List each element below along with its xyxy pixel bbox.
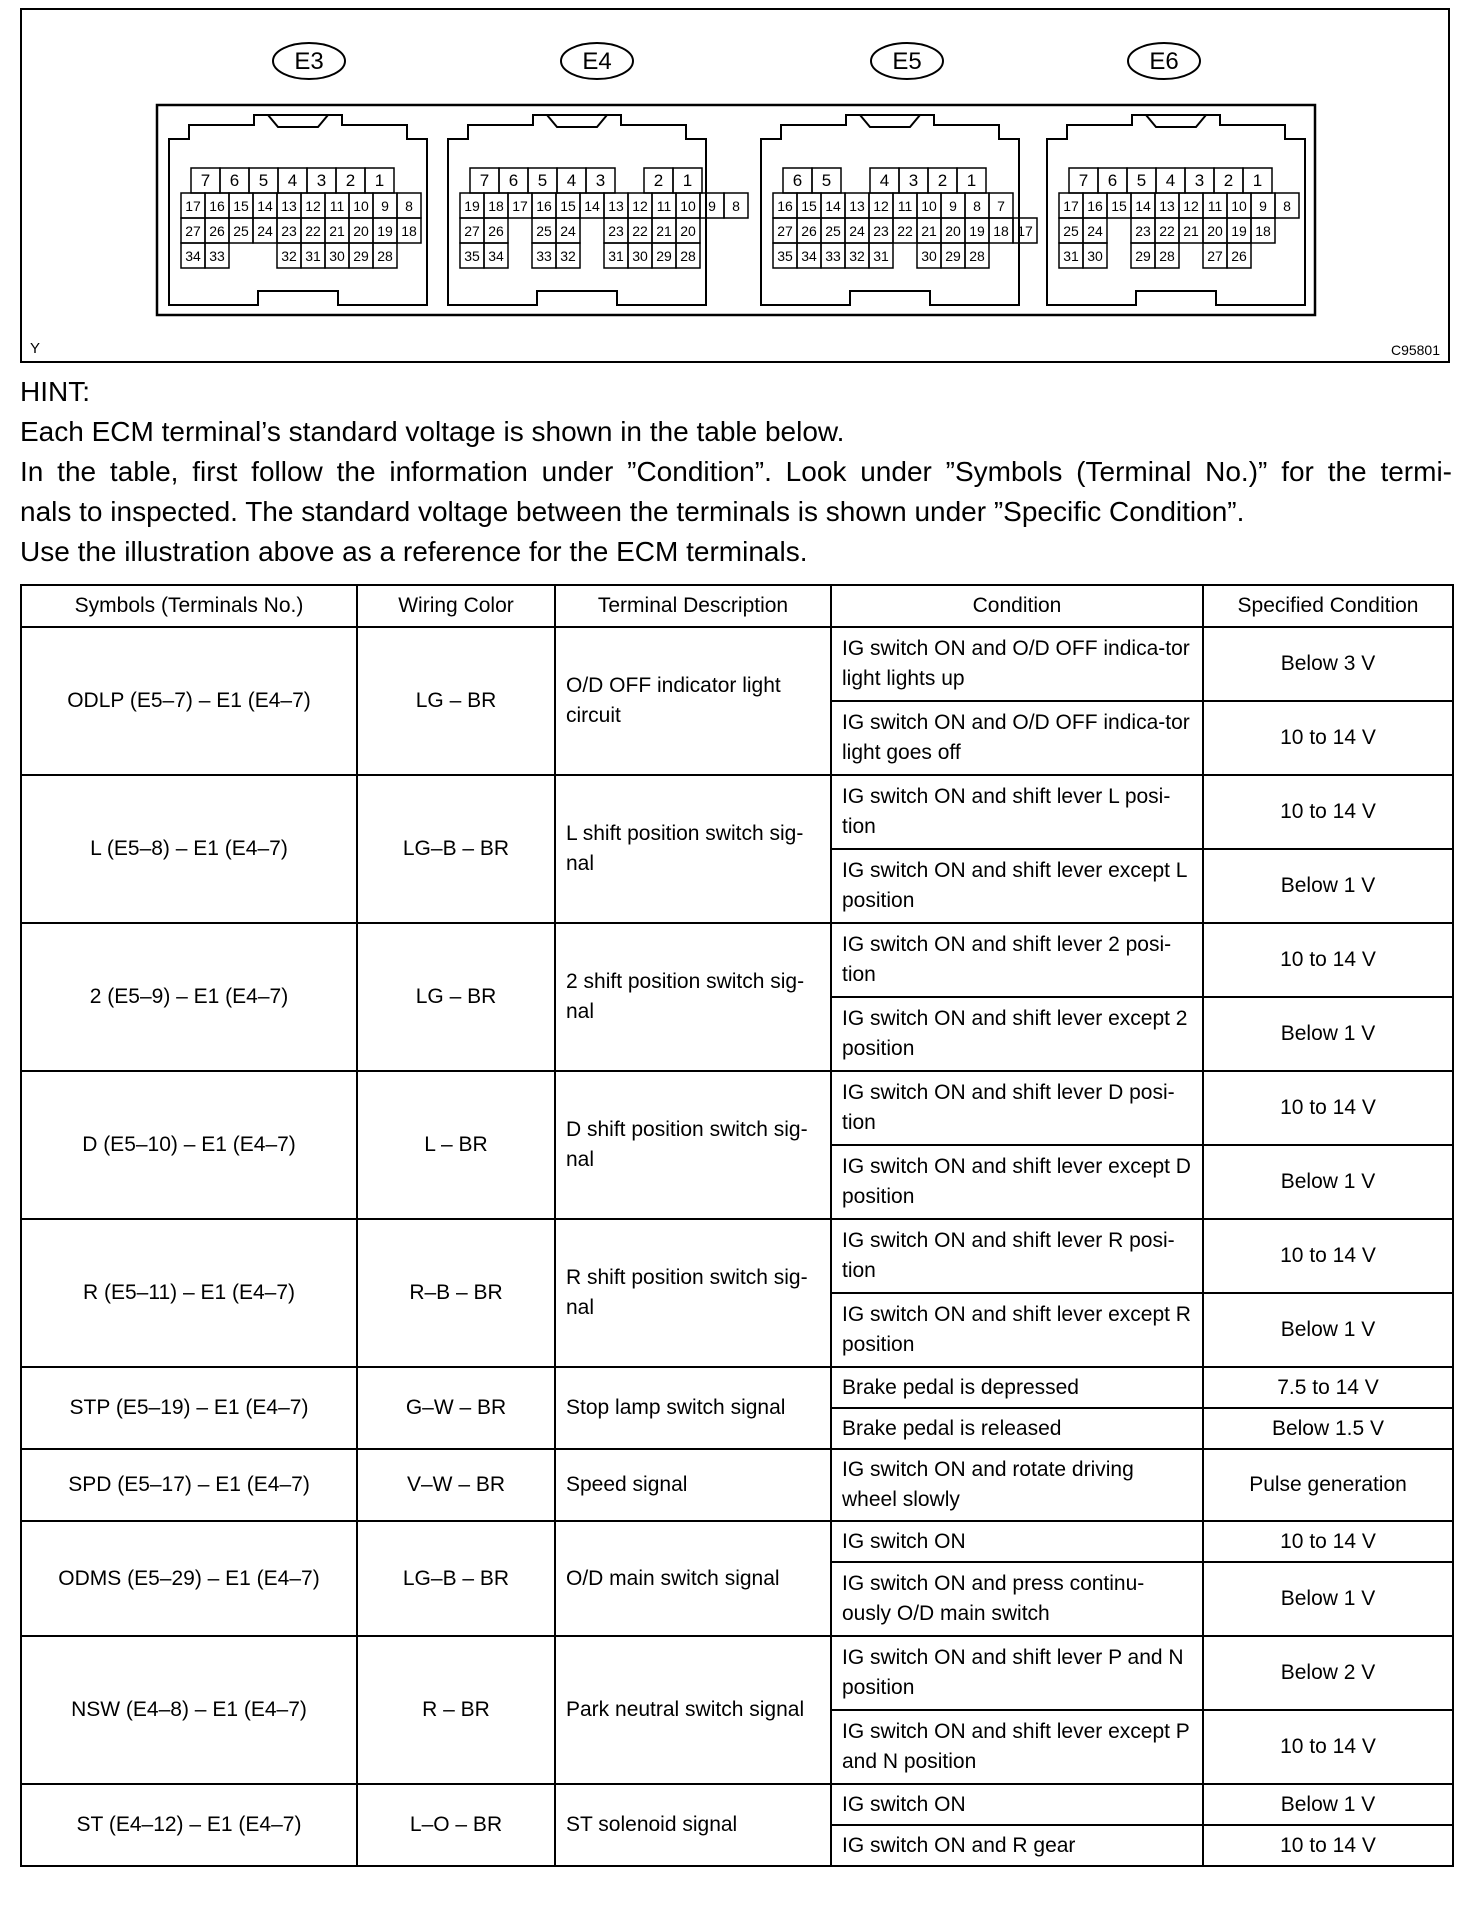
terminal-pin-number: 16 [209, 198, 225, 214]
terminal-pin-number: 31 [608, 248, 624, 264]
spec-cell: 10 to 14 V [1203, 1219, 1453, 1293]
condition-cell: IG switch ON and shift lever P and N position [831, 1636, 1203, 1710]
terminal-pin-number: 33 [209, 248, 225, 264]
header-wiring-color: Wiring Color [357, 585, 555, 627]
terminal-pin-number: 19 [969, 223, 985, 239]
terminal-pin-number: 6 [792, 171, 803, 190]
terminal-pin-number: 10 [680, 198, 696, 214]
terminal-pin-number: 16 [1087, 198, 1103, 214]
table-header-row [21, 585, 1453, 627]
wiring-color-cell: LG – BR [357, 923, 555, 1071]
terminal-pin-number: 10 [921, 198, 937, 214]
terminal-pin-number: 20 [945, 223, 961, 239]
table-row [21, 1784, 1453, 1825]
table-row [21, 775, 1453, 849]
wiring-color-cell: L – BR [357, 1071, 555, 1219]
terminal-pin-number: 17 [1017, 223, 1033, 239]
terminal-pin-number: 6 [229, 171, 240, 190]
terminal-pin-number: 5 [1136, 171, 1147, 190]
table-row [21, 1521, 1453, 1562]
description-cell: Speed signal [555, 1449, 831, 1521]
terminal-pin-number: 28 [377, 248, 393, 264]
terminal-pin-number: 33 [825, 248, 841, 264]
terminal-pin-number: 7 [997, 198, 1005, 214]
terminal-pin-number: 26 [801, 223, 817, 239]
terminal-pin-number: 5 [258, 171, 269, 190]
spec-cell: 10 to 14 V [1203, 1521, 1453, 1562]
terminal-pin-number: 1 [374, 171, 385, 190]
terminal-pin-number: 13 [849, 198, 865, 214]
description-cell: R shift position switch sig-nal [555, 1219, 831, 1367]
terminal-pin-number: 27 [777, 223, 793, 239]
terminal-pin-number: 19 [377, 223, 393, 239]
description-cell: O/D main switch signal [555, 1521, 831, 1636]
terminal-pin-number: 18 [401, 223, 417, 239]
spec-cell: Pulse generation [1203, 1449, 1453, 1521]
wiring-color-cell: R – BR [357, 1636, 555, 1784]
wiring-color-cell: V–W – BR [357, 1449, 555, 1521]
symbol-cell: NSW (E4–8) – E1 (E4–7) [21, 1636, 357, 1784]
terminal-pin-number: 25 [1063, 223, 1079, 239]
terminal-pin-number: 12 [305, 198, 321, 214]
terminal-pin-number: 21 [1183, 223, 1199, 239]
symbol-cell: R (E5–11) – E1 (E4–7) [21, 1219, 357, 1367]
terminal-pin-number: 24 [849, 223, 865, 239]
wiring-color-cell: LG–B – BR [357, 1521, 555, 1636]
terminal-pin-number: 22 [632, 223, 648, 239]
spec-cell: Below 1 V [1203, 1293, 1453, 1367]
condition-cell: IG switch ON and shift lever 2 posi-tion [831, 923, 1203, 997]
condition-cell: Brake pedal is released [831, 1408, 1203, 1449]
header-symbols: Symbols (Terminals No.) [21, 585, 357, 627]
table-row [21, 1219, 1453, 1293]
terminal-pin-number: 34 [801, 248, 817, 264]
terminal-pin-number: 6 [508, 171, 519, 190]
hint-line: nals to inspected. The standard voltage between the terminals is shown under ”Specific Condition”. [20, 496, 1245, 527]
symbol-cell: D (E5–10) – E1 (E4–7) [21, 1071, 357, 1219]
terminal-pin-number: 17 [185, 198, 201, 214]
terminal-pin-number: 15 [233, 198, 249, 214]
condition-cell: IG switch ON and press continu-ously O/D main switch [831, 1562, 1203, 1636]
terminal-pin-number: 11 [897, 198, 913, 214]
symbol-cell: 2 (E5–9) – E1 (E4–7) [21, 923, 357, 1071]
terminal-pin-number: 29 [656, 248, 672, 264]
terminal-pin-number: 16 [777, 198, 793, 214]
terminal-pin-number: 30 [1087, 248, 1103, 264]
connector-diagram [22, 10, 1448, 361]
terminal-pin-number: 9 [1259, 198, 1267, 214]
wiring-color-cell: R–B – BR [357, 1219, 555, 1367]
table-row [21, 923, 1453, 997]
table-row [21, 1071, 1453, 1145]
symbol-cell: L (E5–8) – E1 (E4–7) [21, 775, 357, 923]
terminal-pin-number: 18 [993, 223, 1009, 239]
spec-cell: Below 1 V [1203, 1784, 1453, 1825]
terminal-pin-number: 31 [305, 248, 321, 264]
terminal-pin-number: 16 [536, 198, 552, 214]
condition-cell: IG switch ON [831, 1521, 1203, 1562]
spec-cell: 10 to 14 V [1203, 1071, 1453, 1145]
connector-latch [860, 115, 920, 127]
description-cell: 2 shift position switch sig-nal [555, 923, 831, 1071]
condition-cell: IG switch ON and shift lever except 2 position [831, 997, 1203, 1071]
table-row [21, 1636, 1453, 1710]
description-cell: ST solenoid signal [555, 1784, 831, 1866]
terminal-pin-number: 30 [921, 248, 937, 264]
spec-cell: Below 1.5 V [1203, 1408, 1453, 1449]
hint-title: HINT: [20, 376, 90, 407]
terminal-voltage-table [20, 584, 1454, 1867]
spec-cell: 7.5 to 14 V [1203, 1367, 1453, 1408]
terminal-pin-number: 28 [680, 248, 696, 264]
terminal-pin-number: 15 [1111, 198, 1127, 214]
terminal-pin-number: 32 [849, 248, 865, 264]
condition-cell: IG switch ON and R gear [831, 1825, 1203, 1866]
terminal-pin-number: 13 [608, 198, 624, 214]
terminal-pin-number: 26 [488, 223, 504, 239]
terminal-pin-number: 8 [973, 198, 981, 214]
symbol-cell: ST (E4–12) – E1 (E4–7) [21, 1784, 357, 1866]
terminal-pin-number: 5 [537, 171, 548, 190]
terminal-pin-number: 35 [464, 248, 480, 264]
condition-cell: IG switch ON [831, 1784, 1203, 1825]
terminal-pin-number: 10 [1231, 198, 1247, 214]
spec-cell: Below 2 V [1203, 1636, 1453, 1710]
terminal-pin-number: 35 [777, 248, 793, 264]
terminal-pin-number: 24 [560, 223, 576, 239]
terminal-pin-number: 25 [536, 223, 552, 239]
connector-e4 [448, 43, 748, 305]
connector-e6 [1047, 43, 1305, 305]
terminal-pin-number: 20 [1207, 223, 1223, 239]
terminal-pin-number: 26 [209, 223, 225, 239]
terminal-pin-number: 29 [353, 248, 369, 264]
terminal-pin-number: 3 [1194, 171, 1205, 190]
terminal-pin-number: 7 [479, 171, 490, 190]
terminal-pin-number: 8 [405, 198, 413, 214]
condition-cell: IG switch ON and O/D OFF indica-tor light lights up [831, 627, 1203, 701]
connector-label: E4 [582, 48, 612, 75]
terminal-pin-number: 28 [969, 248, 985, 264]
hint-section [20, 372, 1452, 572]
connector-label: E5 [892, 48, 922, 75]
spec-cell: 10 to 14 V [1203, 923, 1453, 997]
terminal-pin-number: 4 [287, 171, 298, 190]
hint-line: Use the illustration above as a reference for the ECM terminals. [20, 536, 808, 567]
terminal-pin-number: 27 [1207, 248, 1223, 264]
terminal-pin-number: 20 [680, 223, 696, 239]
terminal-pin-number: 9 [949, 198, 957, 214]
terminal-pin-number: 14 [584, 198, 600, 214]
spec-cell: Below 1 V [1203, 997, 1453, 1071]
terminal-pin-number: 34 [488, 248, 504, 264]
terminal-pin-number: 14 [257, 198, 273, 214]
connector-label: E3 [294, 48, 324, 75]
terminal-pin-number: 12 [632, 198, 648, 214]
condition-cell: IG switch ON and shift lever L posi-tion [831, 775, 1203, 849]
terminal-pin-number: 11 [1207, 198, 1223, 214]
table-row [21, 627, 1453, 701]
connector-latch [1146, 115, 1206, 127]
terminal-pin-number: 23 [608, 223, 624, 239]
symbol-cell: ODMS (E5–29) – E1 (E4–7) [21, 1521, 357, 1636]
spec-cell: Below 1 V [1203, 1145, 1453, 1219]
terminal-pin-number: 4 [879, 171, 890, 190]
condition-cell: IG switch ON and shift lever except P and N position [831, 1710, 1203, 1784]
description-cell: O/D OFF indicator light circuit [555, 627, 831, 775]
table-row [21, 1367, 1453, 1408]
terminal-pin-number: 17 [512, 198, 528, 214]
terminal-pin-number: 21 [656, 223, 672, 239]
terminal-pin-number: 11 [656, 198, 672, 214]
terminal-pin-number: 14 [825, 198, 841, 214]
terminal-pin-number: 22 [897, 223, 913, 239]
hint-line: In the table, first follow the information under ”Condition”. Look under ”Symbols (Terminal No.)” for the termi- [20, 456, 1452, 487]
terminal-pin-number: 7 [1078, 171, 1089, 190]
terminal-pin-number: 21 [921, 223, 937, 239]
terminal-pin-number: 26 [1231, 248, 1247, 264]
terminal-pin-number: 10 [353, 198, 369, 214]
header-specified-condition: Specified Condition [1203, 585, 1453, 627]
header-terminal-description: Terminal Description [555, 585, 831, 627]
terminal-pin-number: 1 [966, 171, 977, 190]
terminal-pin-number: 1 [1252, 171, 1263, 190]
terminal-pin-number: 34 [185, 248, 201, 264]
condition-cell: IG switch ON and O/D OFF indica-tor light goes off [831, 701, 1203, 775]
terminal-pin-number: 2 [937, 171, 948, 190]
terminal-pin-number: 12 [873, 198, 889, 214]
terminal-pin-number: 25 [825, 223, 841, 239]
connector-e5 [761, 43, 1037, 305]
symbol-cell: STP (E5–19) – E1 (E4–7) [21, 1367, 357, 1449]
terminal-pin-number: 12 [1183, 198, 1199, 214]
spec-cell: 10 to 14 V [1203, 1825, 1453, 1866]
terminal-pin-number: 22 [1159, 223, 1175, 239]
terminal-pin-number: 3 [595, 171, 606, 190]
connector-label: E6 [1149, 48, 1179, 75]
terminal-pin-number: 8 [1283, 198, 1291, 214]
condition-cell: IG switch ON and shift lever R posi-tion [831, 1219, 1203, 1293]
terminal-pin-number: 13 [281, 198, 297, 214]
terminal-pin-number: 20 [353, 223, 369, 239]
terminal-pin-number: 18 [1255, 223, 1271, 239]
spec-cell: Below 3 V [1203, 627, 1453, 701]
symbol-cell: SPD (E5–17) – E1 (E4–7) [21, 1449, 357, 1521]
terminal-pin-number: 3 [316, 171, 327, 190]
wiring-color-cell: L–O – BR [357, 1784, 555, 1866]
terminal-pin-number: 3 [908, 171, 919, 190]
terminal-pin-number: 19 [464, 198, 480, 214]
terminal-pin-number: 15 [801, 198, 817, 214]
connector-e3 [169, 43, 427, 305]
terminal-pin-number: 22 [305, 223, 321, 239]
wiring-color-cell: LG – BR [357, 627, 555, 775]
connector-illustration [20, 8, 1450, 363]
terminal-pin-number: 2 [1223, 171, 1234, 190]
description-cell: Stop lamp switch signal [555, 1367, 831, 1449]
terminal-pin-number: 13 [1159, 198, 1175, 214]
hint-line: Each ECM terminal’s standard voltage is shown in the table below. [20, 416, 845, 447]
condition-cell: Brake pedal is depressed [831, 1367, 1203, 1408]
terminal-pin-number: 7 [200, 171, 211, 190]
terminal-pin-number: 25 [233, 223, 249, 239]
illustration-corner-letter: Y [30, 340, 41, 357]
terminal-pin-number: 31 [1063, 248, 1079, 264]
connector-latch [547, 115, 607, 127]
wiring-color-cell: LG–B – BR [357, 775, 555, 923]
terminal-pin-number: 30 [632, 248, 648, 264]
terminal-pin-number: 23 [281, 223, 297, 239]
terminal-pin-number: 32 [560, 248, 576, 264]
terminal-pin-number: 21 [329, 223, 345, 239]
terminal-pin-number: 4 [1165, 171, 1176, 190]
spec-cell: 10 to 14 V [1203, 1710, 1453, 1784]
terminal-pin-number: 8 [732, 198, 740, 214]
terminal-pin-number: 19 [1231, 223, 1247, 239]
terminal-pin-number: 18 [488, 198, 504, 214]
terminal-pin-number: 15 [560, 198, 576, 214]
terminal-pin-number: 5 [821, 171, 832, 190]
terminal-pin-number: 17 [1063, 198, 1079, 214]
terminal-pin-number: 2 [345, 171, 356, 190]
terminal-pin-number: 30 [329, 248, 345, 264]
spec-cell: 10 to 14 V [1203, 701, 1453, 775]
terminal-pin-number: 23 [1135, 223, 1151, 239]
table-row [21, 1449, 1453, 1521]
terminal-pin-number: 24 [257, 223, 273, 239]
terminal-pin-number: 9 [708, 198, 716, 214]
header-condition: Condition [831, 585, 1203, 627]
terminal-pin-number: 24 [1087, 223, 1103, 239]
terminal-pin-number: 2 [653, 171, 664, 190]
description-cell: L shift position switch sig-nal [555, 775, 831, 923]
terminal-pin-number: 32 [281, 248, 297, 264]
symbol-cell: ODLP (E5–7) – E1 (E4–7) [21, 627, 357, 775]
spec-cell: Below 1 V [1203, 1562, 1453, 1636]
terminal-pin-number: 29 [945, 248, 961, 264]
connector-latch [268, 115, 328, 127]
spec-cell: Below 1 V [1203, 849, 1453, 923]
description-cell: Park neutral switch signal [555, 1636, 831, 1784]
terminal-pin-number: 29 [1135, 248, 1151, 264]
condition-cell: IG switch ON and shift lever D posi-tion [831, 1071, 1203, 1145]
terminal-pin-number: 27 [185, 223, 201, 239]
terminal-pin-number: 1 [682, 171, 693, 190]
terminal-pin-number: 31 [873, 248, 889, 264]
wiring-color-cell: G–W – BR [357, 1367, 555, 1449]
terminal-pin-number: 14 [1135, 198, 1151, 214]
illustration-code: C95801 [1390, 342, 1440, 358]
terminal-pin-number: 27 [464, 223, 480, 239]
terminal-pin-number: 23 [873, 223, 889, 239]
spec-cell: 10 to 14 V [1203, 775, 1453, 849]
terminal-pin-number: 6 [1107, 171, 1118, 190]
condition-cell: IG switch ON and shift lever except L position [831, 849, 1203, 923]
terminal-pin-number: 11 [329, 198, 345, 214]
condition-cell: IG switch ON and rotate driving wheel slowly [831, 1449, 1203, 1521]
condition-cell: IG switch ON and shift lever except D position [831, 1145, 1203, 1219]
terminal-pin-number: 9 [381, 198, 389, 214]
terminal-pin-number: 4 [566, 171, 577, 190]
terminal-pin-number: 33 [536, 248, 552, 264]
terminal-pin-number: 28 [1159, 248, 1175, 264]
description-cell: D shift position switch sig-nal [555, 1071, 831, 1219]
condition-cell: IG switch ON and shift lever except R position [831, 1293, 1203, 1367]
